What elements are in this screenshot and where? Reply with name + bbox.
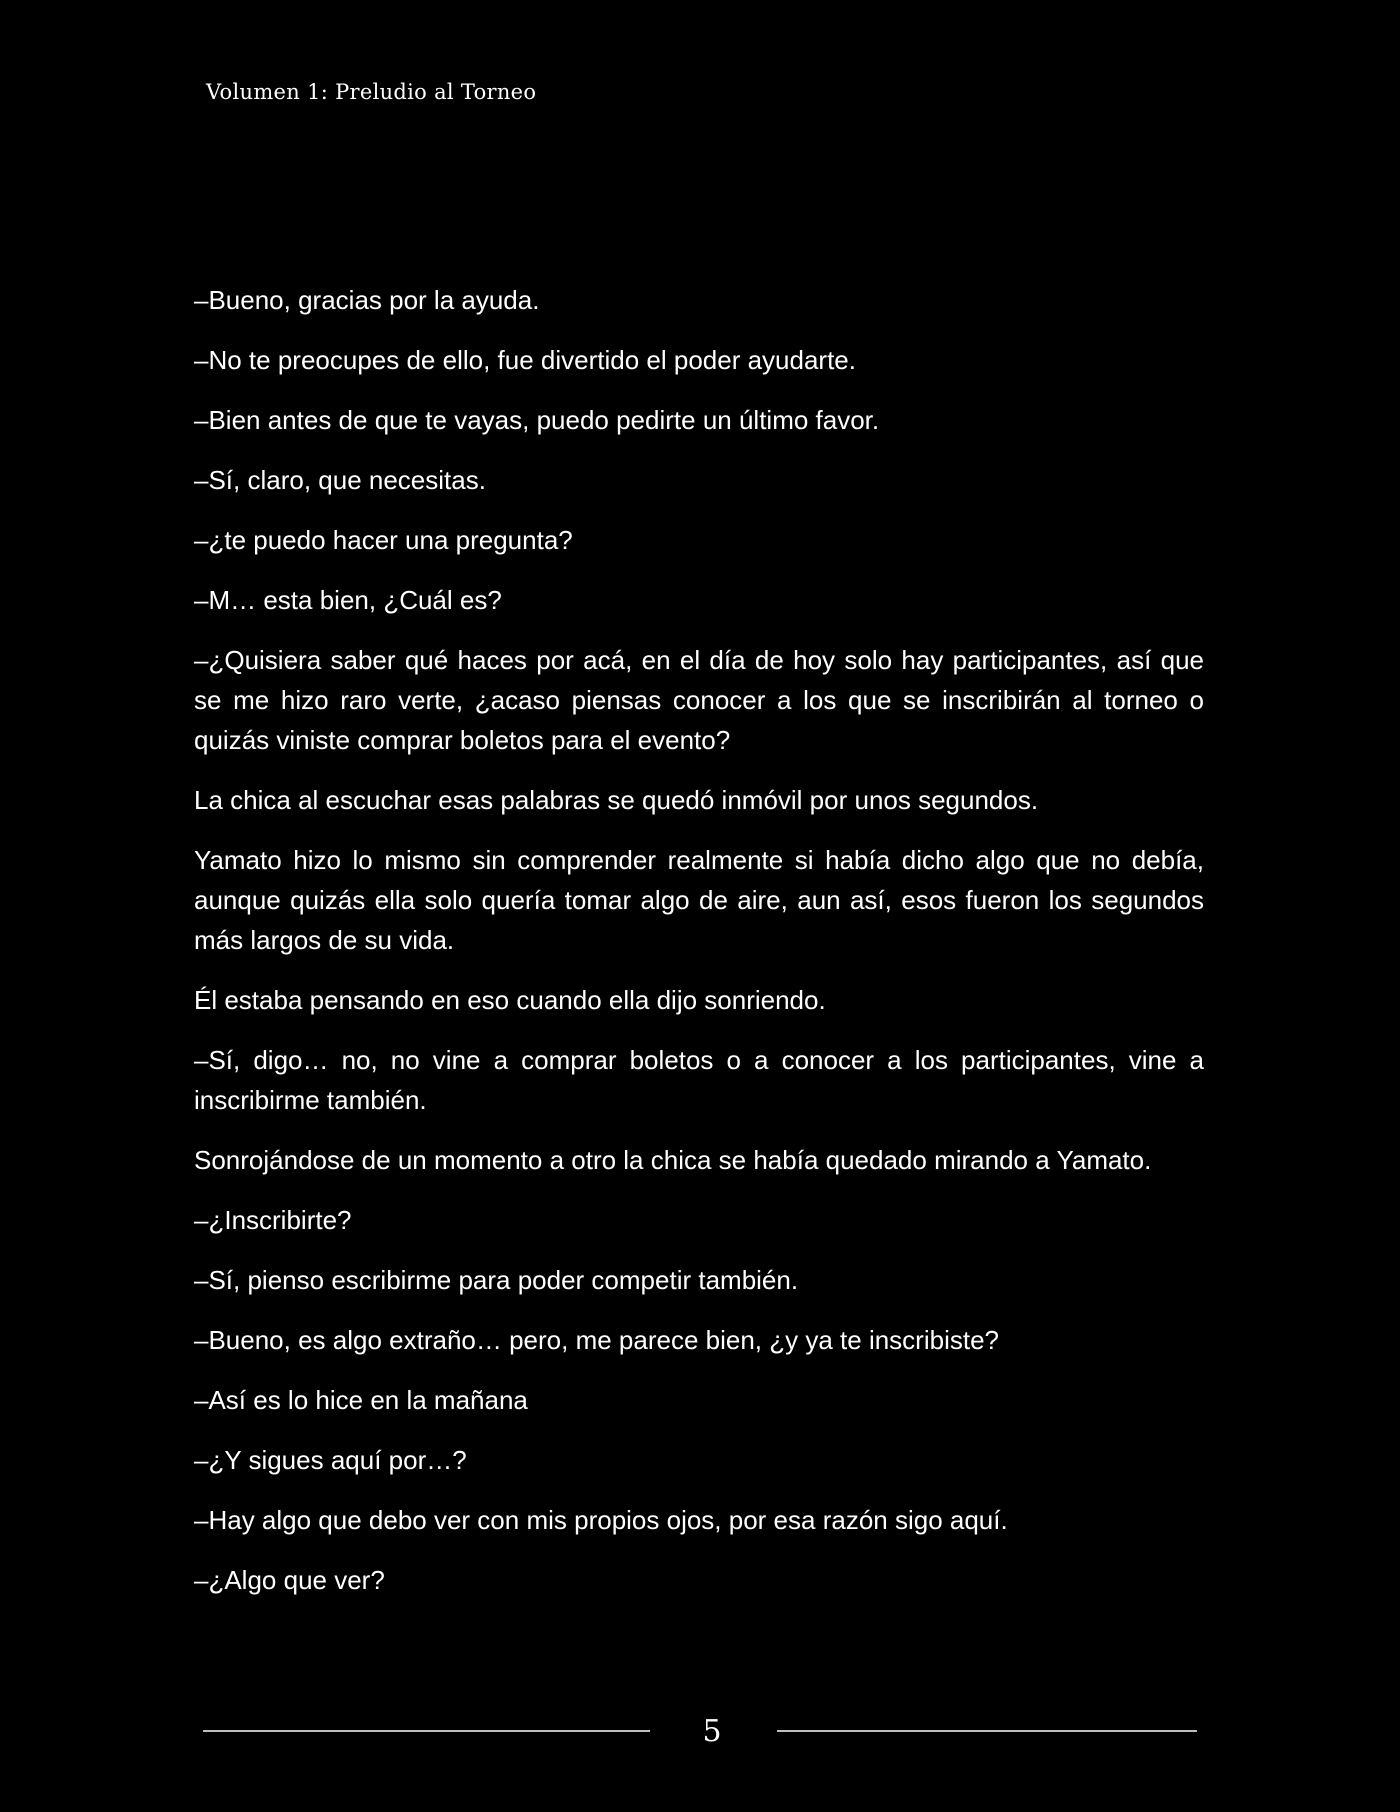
paragraph: –Bueno, gracias por la ayuda. — [194, 285, 540, 315]
paragraph: Él estaba pensando en eso cuando ella dijo sonriendo. — [194, 985, 826, 1015]
paragraph: Yamato hizo lo mismo sin comprender realmente si había dicho algo que no debía, aunque quizás ella solo quería tomar algo de aire, aun así, esos fueron los segundos más largos de su vida. — [194, 845, 1204, 955]
paragraph: –¿Inscribirte? — [194, 1205, 352, 1235]
paragraph: –¿Quisiera saber qué haces por acá, en el día de hoy solo hay participantes, así que se me hizo raro verte, ¿acaso piensas conocer a los que se inscribirán al torneo o quizás viniste comprar boletos para el evento? — [194, 645, 1204, 755]
paragraph: –Sí, digo… no, no vine a comprar boletos o a conocer a los participantes, vine a inscribirme también. — [194, 1045, 1204, 1115]
running-header: Volumen 1: Preludio al Torneo — [206, 80, 537, 104]
paragraph: –Hay algo que debo ver con mis propios ojos, por esa razón sigo aquí. — [194, 1505, 1008, 1535]
paragraph: –Bueno, es algo extraño… pero, me parece bien, ¿y ya te inscribiste? — [194, 1325, 999, 1355]
paragraph: –Bien antes de que te vayas, puedo pedirte un último favor. — [194, 405, 880, 435]
paragraph: La chica al escuchar esas palabras se quedó inmóvil por unos segundos. — [194, 785, 1039, 815]
paragraph: –¿te puedo hacer una pregunta? — [194, 525, 573, 555]
paragraph: –Sí, claro, que necesitas. — [194, 465, 486, 495]
paragraph: –Así es lo hice en la mañana — [194, 1385, 528, 1415]
footer-rule-right — [777, 1730, 1197, 1732]
body-text — [194, 280, 1204, 1620]
page-footer — [0, 1714, 1400, 1760]
paragraph: –¿Y sigues aquí por…? — [194, 1445, 467, 1475]
paragraph: –M… esta bien, ¿Cuál es? — [194, 585, 502, 615]
paragraph: –Sí, pienso escribirme para poder competir también. — [194, 1265, 799, 1295]
page-number: 5 — [702, 1714, 722, 1749]
paragraph: –No te preocupes de ello, fue divertido el poder ayudarte. — [194, 345, 856, 375]
paragraph: Sonrojándose de un momento a otro la chica se había quedado mirando a Yamato. — [194, 1145, 1152, 1175]
footer-rule-left — [203, 1730, 650, 1732]
paragraph: –¿Algo que ver? — [194, 1565, 385, 1595]
